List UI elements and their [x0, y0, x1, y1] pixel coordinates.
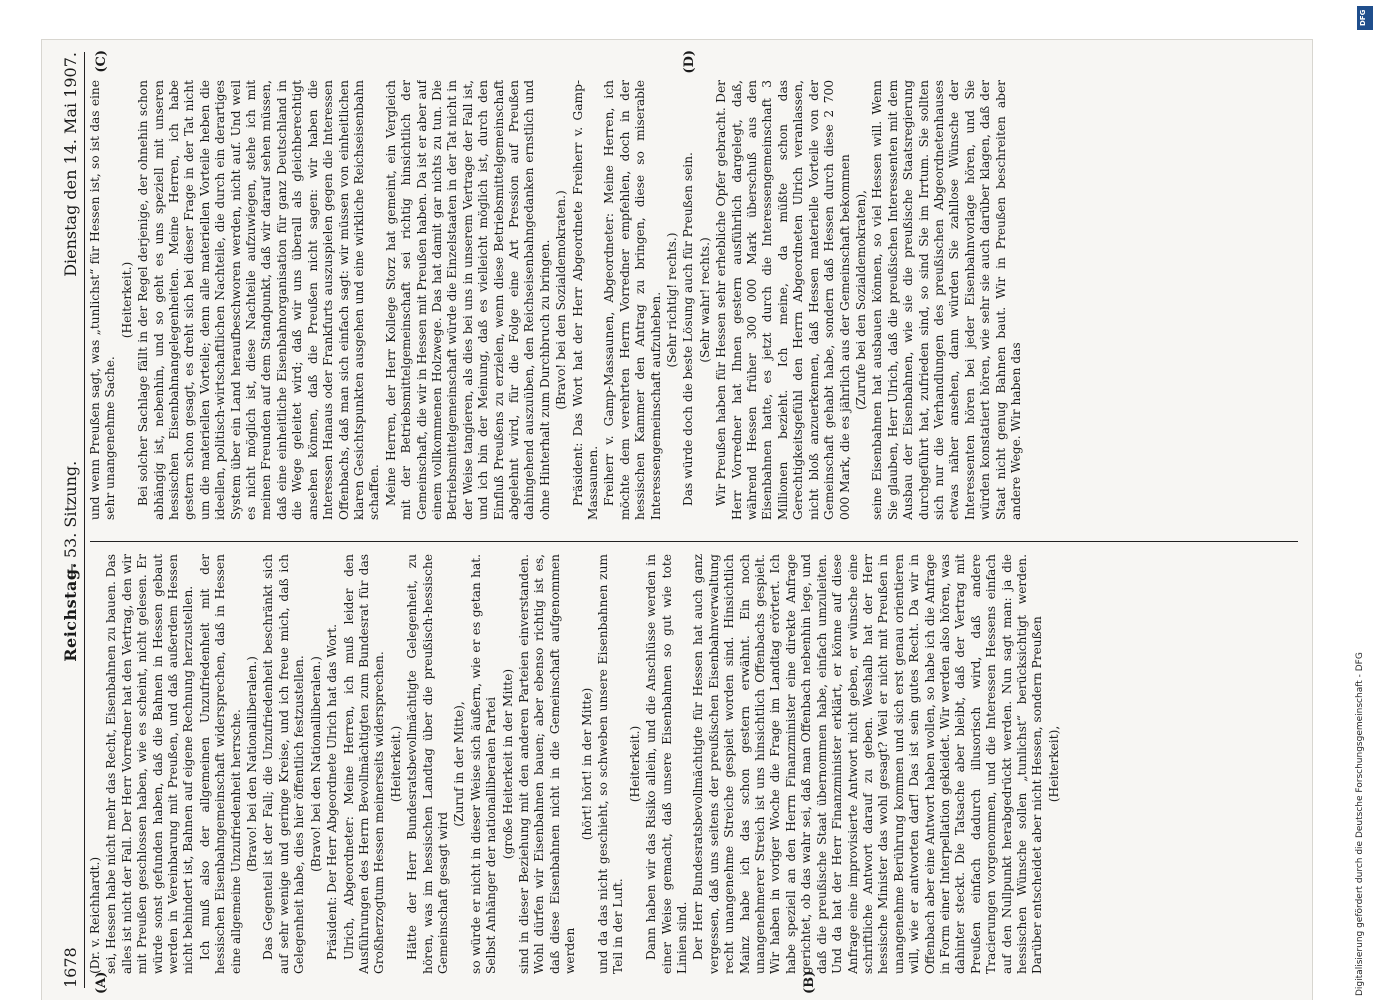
paragraph: so würde er nicht in dieser Weise sich äußern, wie er es getan hat. Selbst Anhänger der nationalliberalen Partei	[468, 554, 499, 974]
margin-marker-b: (B)	[802, 970, 817, 994]
speaker-reference: (Dr. v. Reichhardt.)	[88, 856, 102, 974]
paragraph: Präsident: Das Wort hat der Herr Abgeordnete Freiherr v. Gamp-Massaunen.	[570, 80, 600, 520]
dfg-logo-text: DFG	[1359, 9, 1367, 26]
paragraph: seine Eisenbahnen hat ausbauen können, so viel Hessen will. Wenn Sie glauben, Herr Ulrich, daß die preußischen Interessenten mit dem Ausbau der Eisenbahnen, wie sie die preußische Staatsregierung durchgeführt hat, zufrieden sind, so sind Sie im Irrtum. Sie sollten sich nur die Verhandlungen des preußischen Abgeordnetenhauses etwas näher ansehen, dann würden Sie zahllose Wünsche der Interessenten hören bei jeder Eisenbahnvorlage hören, und Sie würden konstatiert hören, wie sehr sie auch darüber klagen, daß der Staat nicht genug Bahnen baut. Wir in Preußen beschreiten aber andere Wege. Wir haben das	[870, 80, 1023, 520]
paragraph: Ulrich, Abgeordneter: Meine Herren, ich muß leider den Ausführungen des Herrn Bevollmächtigten zum Bundesrat für das Großherzogtum Hessen meinerseits widersprechen.	[341, 554, 387, 974]
paragraph: Meine Herren, der Herr Kollege Storz hat gemeint, ein Vergleich mit der Betriebsmittelgemeinschaft sei richtig hinsichtlich der Gemeinschaft, die wir in Hessen mit Preußen haben. Da ist er aber auf einem vollkommenen Holzwege. Das hat damit gar nichts zu tun. Die Betriebsmittelgemeinschaft würde die Einzelstaaten in der Tat nicht in der Weise tangieren, als dies bei uns in unserem Vertrage der Fall ist, und ich bin der Meinung, daß es vielleicht möglich ist, durch den Einfluß Preußens zu erzielen, wenn diese Betriebsmittelgemeinschaft abgelehnt wird, für die Folge eine Art Pression auf Preußen dahingehend auszuüben, den Reichseisenbahngedanken ernstlich und ohne Hinterhalt zum Durchbruch zu bringen.	[383, 80, 552, 520]
header-date: Dienstag den 14. Mai 1907.	[61, 52, 80, 277]
interjection: (Heiterkeit.)	[388, 725, 403, 803]
left-column	[88, 554, 1304, 974]
dfg-logo	[1357, 6, 1373, 30]
right-column	[88, 80, 1304, 520]
page-number: 1678	[61, 947, 80, 988]
paragraph: Dann haben wir das Risiko allein, und die Anschlüsse werden in einer Weise gemacht, daß unsere Eisenbahnen so gut wie tote Linien sind.	[644, 554, 690, 974]
interjection: (Bravo! bei den Nationalliberalen.)	[308, 656, 323, 872]
interjection: (Heiterkeit.)	[627, 725, 642, 803]
interjection: (Zuruf in der Mitte),	[452, 701, 467, 827]
interjection: (Sehr richtig! rechts.)	[665, 232, 680, 368]
interjection: (Sehr wahr! rechts.)	[697, 237, 712, 363]
paragraph: Wir Preußen haben für Hessen sehr erhebliche Opfer gebracht. Der Herr Vorredner hat Ihnen gestern ausführlich dargelegt, daß, während Hessen früher 300 000 Mark überschuß aus den Eisenbahnen hatte, es jetzt durch die Interessengemeinschaft 3 Millionen bezieht. Ich meine, da müßte schon das Gerechtigkeitsgefühl den Herrn Abgeordneten Ulrich veranlassen, nicht bloß anzuerkennen, daß Hessen materielle Vorteile von der Gemeinschaft gehabt habe, sondern daß Hessen durch diese 2 700 000 Mark, die es jährlich aus der Gemeinschaft bekommen	[714, 80, 852, 520]
interjection: (Bravo! bei den Sozialdemokraten.)	[554, 190, 569, 410]
digitization-note-text: Digitalisierung gefördert durch die Deutsche Forschungsgemeinschaft - DFG	[1355, 652, 1365, 996]
paragraph: Das Gegenteil ist der Fall; die Unzufriedenheit beschränkt sich auf sehr wenige und geringe Kreise, und ich freue mich, daß ich Gelegenheit habe, dies hier öffentlich festzustellen.	[261, 554, 307, 974]
paragraph: Das würde doch die beste Lösung auch für Preußen sein.	[681, 152, 696, 506]
paragraph: sei, Hessen habe nicht mehr das Recht, Eisenbahnen zu bauen. Das alles ist nicht der Fall. Der Herr Vorredner hat den Vertrag, den wir mit Preußen geschlossen haben, wie es scheint, nicht gelesen. Er würde sonst gefunden haben, daß die Bahnen in Hessen gebaut werden in Vereinbarung mit Preußen, und daß außerdem Hessen nicht behindert ist, Bahnen auf eigene Rechnung herzustellen.	[104, 554, 196, 974]
paragraph: Freiherr v. Gamp-Massaunen, Abgeordneter: Meine Herren, ich möchte dem verehrten Herrn Vorredner empfehlen, doch in der hessischen Kammer den Antrag zu bringen, diese so miserable Interessengemeinschaft aufzuheben.	[602, 80, 663, 520]
interjection: (hört! hört! in der Mitte)	[579, 687, 594, 841]
interjection: (Heiterkeit.)	[119, 261, 134, 339]
margin-marker-a: (A)	[94, 971, 109, 994]
margin-marker-d: (D)	[682, 50, 697, 74]
page-header	[50, 52, 85, 988]
digitization-note	[1355, 36, 1371, 996]
paragraph: Hätte der Herr Bundesratsbevollmächtigte Gelegenheit, zu hören, was im hessischen Landtag über die preußisch-hessische Gemeinschaft gesagt wird	[405, 554, 450, 974]
interjection: (Bravo! bei den Nationalliberalen.)	[245, 656, 260, 872]
interjection: (Heiterkeit),	[1046, 725, 1061, 803]
paragraph: sind in dieser Beziehung mit den anderen Parteien einverstanden. Wohl dürfen wir Eisenbahnen bauen; aber ebenso richtig ist es, daß diese Eisenbahnen nicht in die Gemeinschaft aufgenommen werden	[516, 554, 578, 974]
paragraph: Präsident: Der Herr Abgeordnete Ulrich hat das Wort.	[325, 623, 340, 960]
margin-marker-c: (C)	[94, 50, 109, 73]
header-sitting: — 53. Sitzung.	[61, 460, 80, 580]
paragraph: und da das nicht geschieht, so schweben unsere Eisenbahnen zum Teil in der Luft.	[596, 554, 626, 974]
interjection: (Zurufe bei den Sozialdemokraten),	[853, 190, 868, 411]
document-page	[42, 40, 1312, 1000]
header-reichstag: Reichstag.	[61, 562, 80, 662]
interjection: (große Heiterkeit in der Mitte)	[500, 668, 515, 860]
paragraph: Bei solcher Sachlage fällt in der Regel derjenige, der ohnehin schon abhängig ist, nebenhin, und so geht es uns speziell mit unseren hessischen Eisenbahnangelegenheiten. Meine Herren, ich habe gestern schon gesagt, es dreht sich bei dieser Frage in der Tat nicht um die materiellen Vorteile; denn alle materiellen Vorteile heben die ideellen, politisch-wirtschaftlichen Nachteile, die durch ein derartiges System über ein Land heraufbeschworen werden, nicht auf. Und weil es nicht möglich ist, diese Nachteile aufzuwiegen, stehe ich mit meinen Freunden auf dem Standpunkt, daß wir darauf sehen müssen, daß eine einheitliche Eisenbahnorganisation für ganz Deutschland in die Wege geleitet wird; daß wir uns überall als gleichberechtigt ansehen können, daß die Preußen nicht sagen: wir haben die Interessen Hanaus oder Frankfurts auszuspielen gegen die Interessen Offenbachs, daß man sich einfach sagt: wir müssen von einheitlichen klaren Gesichtspunkten ausgehen und eine wirkliche Reichseisenbahn schaffen.	[136, 80, 382, 520]
paragraph: und wenn Preußen sagt, was „tunlichst“ für Hessen ist, so ist das eine sehr unangenehme Sache.	[88, 80, 118, 520]
paragraph: Ich muß also der allgemeinen Unzufriedenheit mit der hessischen Eisenbahngemeinschaft widersprechen, daß in Hessen eine allgemeine Unzufriedenheit herrsche.	[197, 554, 243, 974]
column-divider	[90, 541, 1298, 542]
paragraph: Der Herr Bundesratsbevollmächtigte für Hessen hat auch ganz vergessen, daß uns seitens der preußischen Eisenbahnverwaltung recht unangenehme Streiche gespielt worden sind. Hinsichtlich Mainz habe ich das schon gestern erwähnt. Ein noch unangenehmerer Streich ist uns hinsichtlich Offenbachs gespielt. Wir haben in voriger Woche die Frage im Landtag erörtert. Ich habe speziell an den Herrn Finanzminister eine direkte Anfrage gerichtet, ob das wahr sei, daß man Offenbach nebenhin lege, und daß die preußische Staat übernommen habe, einfach umzuleiten. Und da hat der Herr Finanzminister erklärt, er könne auf diese Anfrage eine improvisierte Antwort nicht geben, er wünsche eine schriftliche Antwort darauf zu geben. Weshalb hat der Herr hessische Minister das wohl gesagt? Weil er nicht mit Preußen in unangenehme Berührung kommen und sich erst genau orientieren will, wie er antworten darf! Das ist sein gutes Recht. Da wir in Offenbach aber eine Antwort haben wollen, so habe ich die Anfrage in Form einer Interpellation gekleidet. Wir werden also hören, was dahinter steckt. Die Tatsache aber bleibt, daß der Vertrag mit Preußen einfach dadurch illusorisch wird, daß andere Tracierungen vorgenommen, und die Interessen Hessens einfach auf den Nullpunkt herabgedrückt werden. Nun sagt man: ja die hessischen Wünsche sollen „tunlichst“ berücksichtigt werden. Darüber entscheidet aber nicht Hessen, sondern Preußen	[691, 554, 1045, 974]
